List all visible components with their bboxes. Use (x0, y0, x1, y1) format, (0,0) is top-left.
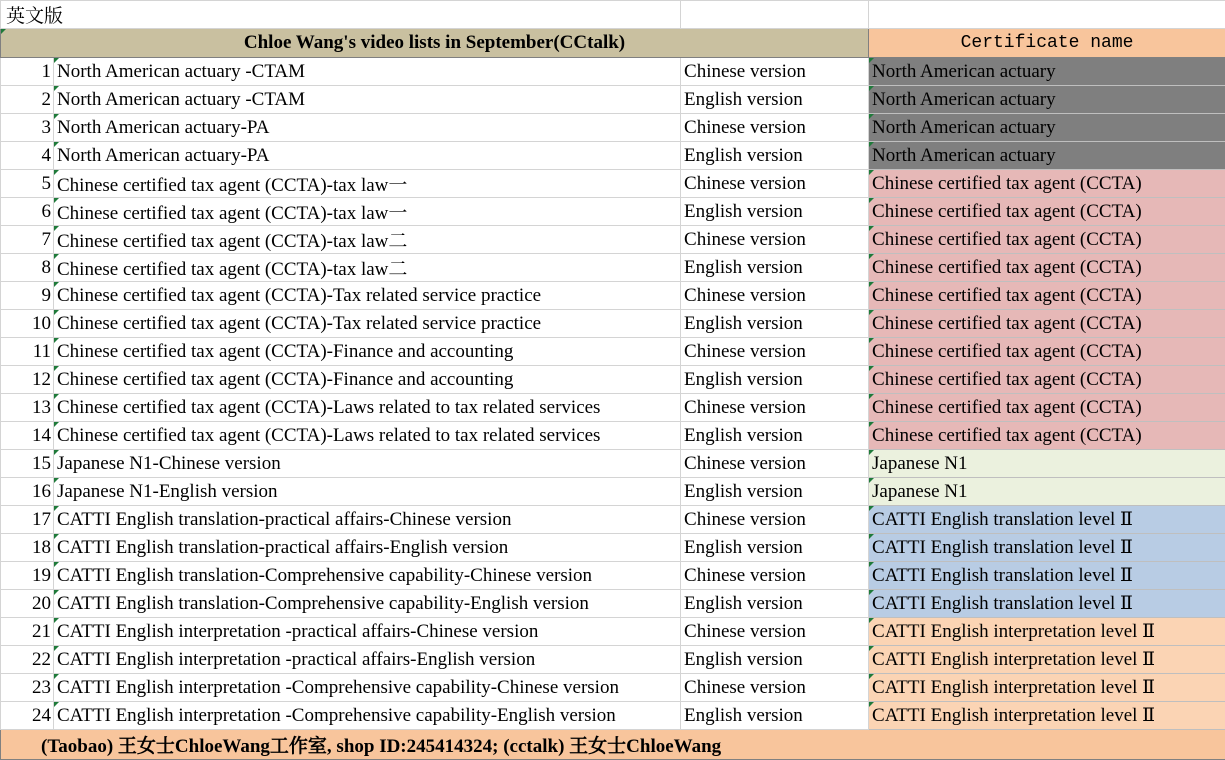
row-number-cell[interactable]: 6 (1, 198, 54, 226)
table-row (1, 198, 1225, 226)
certificate-cell[interactable]: Chinese certified tax agent (CCTA) (869, 254, 1225, 282)
version-cell[interactable]: Chinese version (681, 282, 869, 310)
row-number-cell[interactable]: 22 (1, 646, 54, 674)
video-title-cell[interactable]: Chinese certified tax agent (CCTA)-Laws related to tax related services (54, 394, 681, 422)
video-title-cell[interactable]: Chinese certified tax agent (CCTA)-tax law一 (54, 170, 681, 198)
version-cell[interactable]: English version (681, 646, 869, 674)
version-cell[interactable]: Chinese version (681, 506, 869, 534)
table-row (1, 674, 1225, 702)
empty-cell[interactable] (681, 1, 869, 29)
table-row (1, 534, 1225, 562)
list-title-header[interactable]: Chloe Wang's video lists in September(CCtalk) (1, 29, 869, 58)
table-row (1, 394, 1225, 422)
certificate-cell[interactable]: Japanese N1 (869, 478, 1225, 506)
version-cell[interactable]: Chinese version (681, 394, 869, 422)
version-cell[interactable]: English version (681, 366, 869, 394)
table-row (1, 702, 1225, 730)
empty-cell[interactable] (869, 1, 1225, 29)
table-row (1, 310, 1225, 338)
row-number-cell[interactable]: 16 (1, 478, 54, 506)
video-title-cell[interactable]: Chinese certified tax agent (CCTA)-tax law二 (54, 254, 681, 282)
certificate-cell[interactable]: CATTI English interpretation level Ⅱ (869, 646, 1225, 674)
table-row (1, 338, 1225, 366)
version-cell[interactable]: English version (681, 534, 869, 562)
row-number-cell[interactable]: 12 (1, 366, 54, 394)
sheet-label[interactable]: 英文版 (1, 1, 681, 29)
certificate-cell[interactable]: Chinese certified tax agent (CCTA) (869, 422, 1225, 450)
row-number-cell[interactable]: 9 (1, 282, 54, 310)
version-cell[interactable]: Chinese version (681, 674, 869, 702)
video-title-cell[interactable]: North American actuary-PA (54, 142, 681, 170)
row-number-cell[interactable]: 7 (1, 226, 54, 254)
version-cell[interactable]: Chinese version (681, 114, 869, 142)
certificate-cell[interactable]: Chinese certified tax agent (CCTA) (869, 338, 1225, 366)
table-row (1, 450, 1225, 478)
certificate-cell[interactable]: CATTI English translation level Ⅱ (869, 534, 1225, 562)
video-title-cell[interactable]: Japanese N1-English version (54, 478, 681, 506)
row-number-cell[interactable]: 18 (1, 534, 54, 562)
row-number-cell[interactable]: 1 (1, 58, 54, 86)
certificate-cell[interactable]: Chinese certified tax agent (CCTA) (869, 198, 1225, 226)
table-row (1, 506, 1225, 534)
video-title-cell[interactable]: Chinese certified tax agent (CCTA)-Tax related service practice (54, 282, 681, 310)
table-row (1, 114, 1225, 142)
certificate-cell[interactable]: North American actuary (869, 114, 1225, 142)
certificate-cell[interactable]: CATTI English translation level Ⅱ (869, 590, 1225, 618)
version-cell[interactable]: English version (681, 590, 869, 618)
certificate-cell[interactable]: Chinese certified tax agent (CCTA) (869, 394, 1225, 422)
certificate-cell[interactable]: Chinese certified tax agent (CCTA) (869, 366, 1225, 394)
table-row (1, 254, 1225, 282)
certificate-cell[interactable]: North American actuary (869, 142, 1225, 170)
row-number-cell[interactable]: 21 (1, 618, 54, 646)
video-title-cell[interactable]: North American actuary-PA (54, 114, 681, 142)
video-title-cell[interactable]: Chinese certified tax agent (CCTA)-tax law一 (54, 198, 681, 226)
version-cell[interactable]: Chinese version (681, 58, 869, 86)
certificate-cell[interactable]: Japanese N1 (869, 450, 1225, 478)
table-row (1, 590, 1225, 618)
version-cell[interactable]: Chinese version (681, 450, 869, 478)
certificate-name-header[interactable]: Certificate name (869, 29, 1225, 58)
row-number-cell[interactable]: 20 (1, 590, 54, 618)
version-cell[interactable]: Chinese version (681, 170, 869, 198)
video-title-cell[interactable]: CATTI English translation-Comprehensive capability-Chinese version (54, 562, 681, 590)
version-cell[interactable]: English version (681, 142, 869, 170)
video-title-cell[interactable]: North American actuary -CTAM (54, 58, 681, 86)
row-number-cell[interactable]: 19 (1, 562, 54, 590)
row-number-cell[interactable]: 10 (1, 310, 54, 338)
certificate-cell[interactable]: CATTI English interpretation level Ⅱ (869, 674, 1225, 702)
video-title-cell[interactable]: CATTI English interpretation -practical affairs-Chinese version (54, 618, 681, 646)
version-cell[interactable]: Chinese version (681, 226, 869, 254)
row-number-cell[interactable]: 5 (1, 170, 54, 198)
certificate-cell[interactable]: Chinese certified tax agent (CCTA) (869, 310, 1225, 338)
version-cell[interactable]: English version (681, 478, 869, 506)
table-row (1, 226, 1225, 254)
version-cell[interactable]: English version (681, 310, 869, 338)
video-title-cell[interactable]: CATTI English interpretation -practical affairs-English version (54, 646, 681, 674)
row-number-cell[interactable]: 23 (1, 674, 54, 702)
video-rows (1, 58, 1225, 730)
row-number-cell[interactable]: 8 (1, 254, 54, 282)
row-number-cell[interactable]: 15 (1, 450, 54, 478)
certificate-cell[interactable]: CATTI English interpretation level Ⅱ (869, 618, 1225, 646)
row-number-cell[interactable]: 14 (1, 422, 54, 450)
video-title-cell[interactable]: Chinese certified tax agent (CCTA)-tax law二 (54, 226, 681, 254)
certificate-cell[interactable]: CATTI English translation level Ⅱ (869, 506, 1225, 534)
video-title-cell[interactable]: CATTI English interpretation -Comprehensive capability-Chinese version (54, 674, 681, 702)
table-row (1, 142, 1225, 170)
version-cell[interactable]: Chinese version (681, 618, 869, 646)
row-number-cell[interactable]: 2 (1, 86, 54, 114)
footer-shop-info[interactable]: (Taobao) 王女士ChloeWang工作室, shop ID:245414324; (cctalk) 王女士ChloeWang (1, 730, 1225, 760)
video-title-cell[interactable]: CATTI English translation-practical affairs-English version (54, 534, 681, 562)
certificate-cell[interactable]: CATTI English interpretation level Ⅱ (869, 702, 1225, 730)
row-number-cell[interactable]: 4 (1, 142, 54, 170)
version-cell[interactable]: English version (681, 254, 869, 282)
table-row (1, 86, 1225, 114)
table-row (1, 478, 1225, 506)
certificate-cell[interactable]: North American actuary (869, 58, 1225, 86)
video-title-cell[interactable]: Chinese certified tax agent (CCTA)-Laws related to tax related services (54, 422, 681, 450)
video-title-cell[interactable]: CATTI English translation-Comprehensive capability-English version (54, 590, 681, 618)
row-number-cell[interactable]: 17 (1, 506, 54, 534)
video-title-cell[interactable]: CATTI English interpretation -Comprehensive capability-English version (54, 702, 681, 730)
version-cell[interactable]: English version (681, 702, 869, 730)
video-title-cell[interactable]: North American actuary -CTAM (54, 86, 681, 114)
table-row (1, 170, 1225, 198)
video-title-cell[interactable]: CATTI English translation-practical affairs-Chinese version (54, 506, 681, 534)
table-row (1, 562, 1225, 590)
certificate-cell[interactable]: Chinese certified tax agent (CCTA) (869, 282, 1225, 310)
table-row (1, 282, 1225, 310)
table-row (1, 646, 1225, 674)
certificate-cell[interactable]: CATTI English translation level Ⅱ (869, 562, 1225, 590)
video-title-cell[interactable]: Chinese certified tax agent (CCTA)-Tax related service practice (54, 310, 681, 338)
video-title-cell[interactable]: Japanese N1-Chinese version (54, 450, 681, 478)
certificate-cell[interactable]: North American actuary (869, 86, 1225, 114)
version-cell[interactable]: English version (681, 86, 869, 114)
version-cell[interactable]: Chinese version (681, 562, 869, 590)
table-row (1, 618, 1225, 646)
row-number-cell[interactable]: 24 (1, 702, 54, 730)
row-number-cell[interactable]: 11 (1, 338, 54, 366)
table-row (1, 366, 1225, 394)
certificate-cell[interactable]: Chinese certified tax agent (CCTA) (869, 226, 1225, 254)
row-number-cell[interactable]: 3 (1, 114, 54, 142)
video-title-cell[interactable]: Chinese certified tax agent (CCTA)-Finance and accounting (54, 338, 681, 366)
row-number-cell[interactable]: 13 (1, 394, 54, 422)
version-cell[interactable]: Chinese version (681, 338, 869, 366)
table-row (1, 58, 1225, 86)
video-title-cell[interactable]: Chinese certified tax agent (CCTA)-Finance and accounting (54, 366, 681, 394)
version-cell[interactable]: English version (681, 198, 869, 226)
certificate-cell[interactable]: Chinese certified tax agent (CCTA) (869, 170, 1225, 198)
version-cell[interactable]: English version (681, 422, 869, 450)
table-row (1, 422, 1225, 450)
